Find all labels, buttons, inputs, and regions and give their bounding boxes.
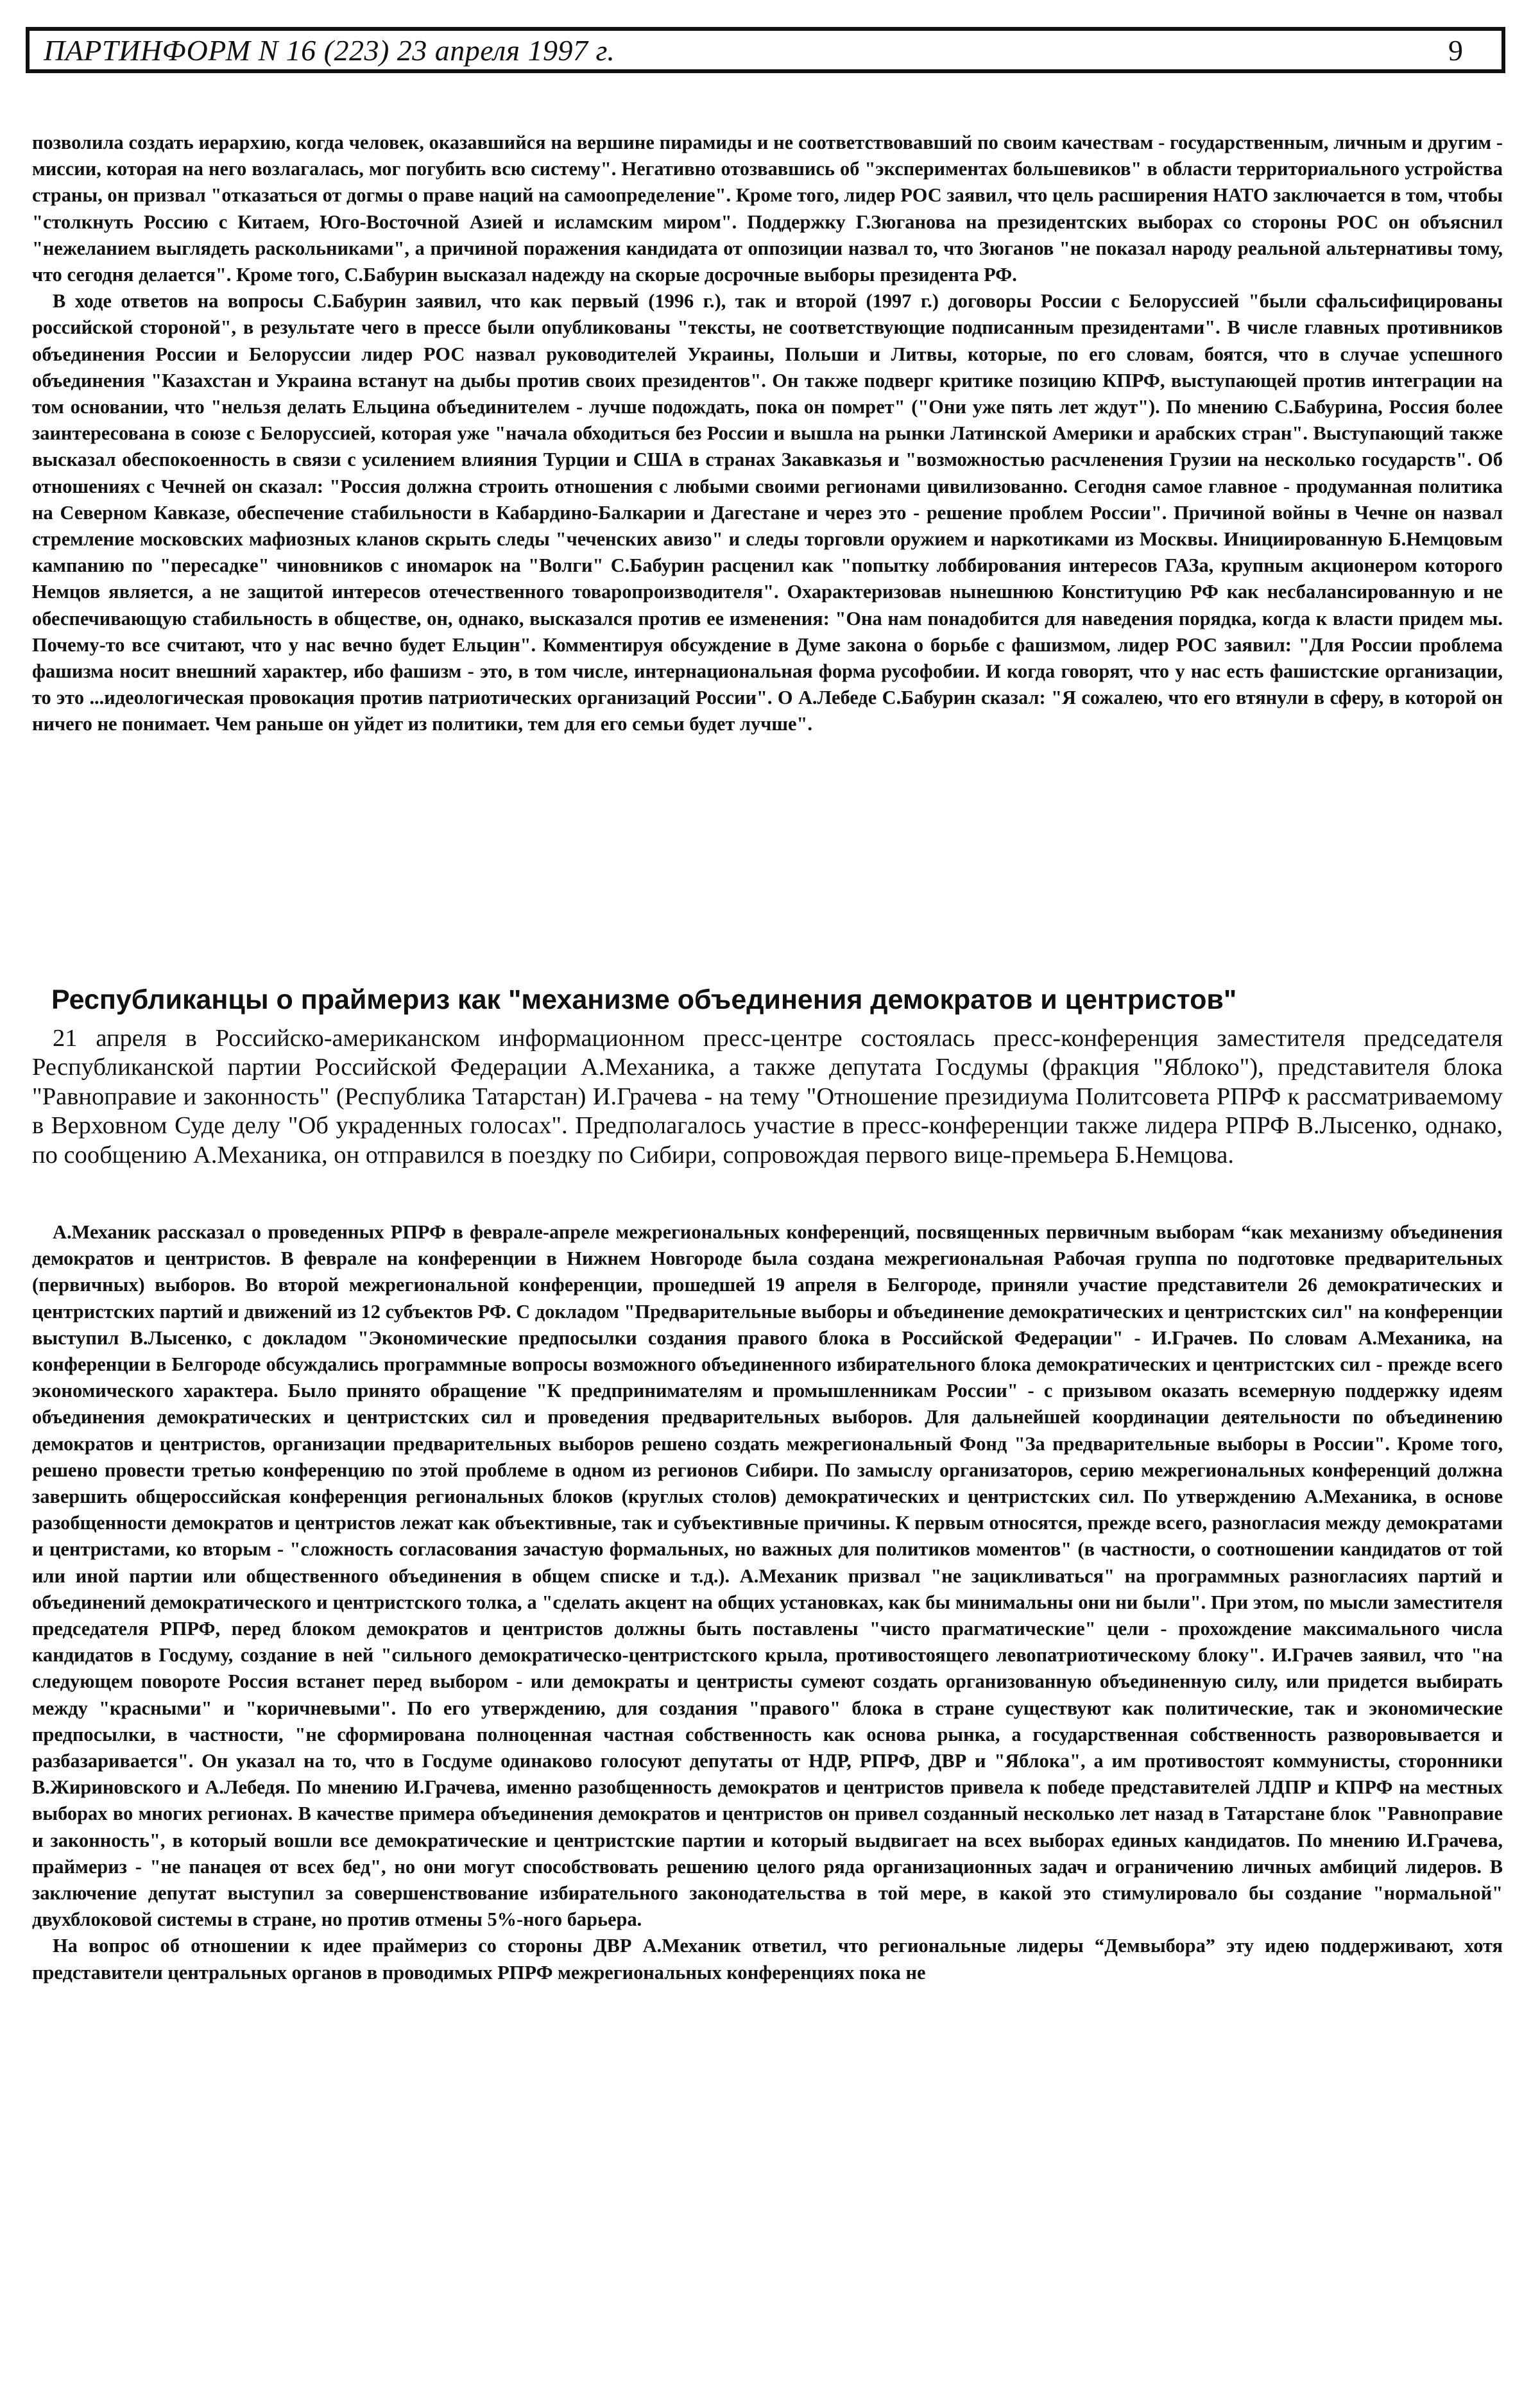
top-article [32, 130, 1503, 738]
page-header [26, 27, 1505, 73]
page-number: 9 [1448, 33, 1463, 67]
article-paragraph: В ходе ответов на вопросы С.Бабурин заявил, что как первый (1996 г.), так и второй (1997 г.) договоры России с Белоруссией "были сфальсифицированы российской стороной", в результате чего в прессе были опубликованы "тексты, не соответствующие подписанным президентами". В числе главных противников объединения России и Белоруссии лидер РОС назвал руководителей Украины, Польши и Литвы, которые, по его словам, боятся, что в случае успешного объединения "Казахстан и Украина встанут на дыбы против своих президентов". Он также подверг критике позицию КПРФ, выступающей против интеграции на том основании, что "нельзя делать Ельцина объединителем - лучше подождать, пока он помрет" ("Они уже пять лет ждут"). По мнению С.Бабурина, Россия более заинтересована в союзе с Белоруссией, которая уже "начала обходиться без России и вышла на рынки Латинской Америки и арабских стран". Выступающий также высказал обеспокоенность в связи с усилением влияния Турции и США в странах Закавказья и "возможностью расчленения Грузии на несколько государств". Об отношениях с Чечней он сказал: "Россия должна строить отношения с любыми своими регионами цивилизованно. Сегодня самое главное - продуманная политика на Северном Кавказе, обеспечение стабильности в Кабардино-Балкарии и Дагестане и через это - решение проблем России". Причиной войны в Чечне он назвал стремление московских мафиозных кланов скрыть следы "чеченских авизо" и следы торговли оружием и наркотиками из Москвы. Инициированную Б.Немцовым кампанию по "пересадке" чиновников с иномарок на "Волги" С.Бабурин расценил как "попытку лоббирования интересов ГАЗа, крупным акционером которого Немцов является, а не защитой интересов отечественного товаропроизводителя". Охарактеризовав нынешнюю Конституцию РФ как несбалансированную и не обеспечивающую стабильность в обществе, он, однако, высказался против ее изменения: "Она нам понадобится для наведения порядка, когда к власти придем мы. Почему-то все считают, что у нас вечно будет Ельцин". Комментируя обсуждение в Думе закона о борьбе с фашизмом, лидер РОС заявил: "Для России проблема фашизма носит внешний характер, ибо фашизм - это, в том числе, интернациональная форма русофобии. И когда говорят, что у нас есть фашистские организации, то это ...идеологическая провокация против патриотических организаций России". О А.Лебеде С.Бабурин сказал: "Я сожалею, что его втянули в сферу, в которой он ничего не понимает. Чем раньше он уйдет из политики, тем для его семьи будет лучше". [32, 290, 1503, 735]
article-paragraph: позволила создать иерархию, когда человек, оказавшийся на вершине пирамиды и не соответствовавший по своим качествам - государственным, личным и другим - миссии, которая на него возлагалась, мог погубить всю систему". Негативно отозвавшись об "экспериментах большевиков" в области территориального устройства страны, он призвал "отказаться от догмы о праве наций на самоопределение". Кроме того, лидер РОС заявил, что цель расширения НАТО заключается в том, чтобы "столкнуть Россию с Китаем, Юго-Восточной Азией и исламским миром". Поддержку Г.Зюганова на президентских выборах со стороны РОС он объяснил "нежеланием выглядеть раскольниками", а причиной поражения кандидата от оппозиции назвал то, что Зюганов "не показал народу реальной альтернативы тому, что сегодня делается". Кроме того, С.Бабурин высказал надежду на скорые досрочные выборы президента РФ. [32, 132, 1503, 286]
lead-paragraph: 21 апреля в Российско-американском информационном пресс-центре состоялась пресс-конференция заместителя председателя Республиканской партии Российской Федерации А.Механика, а также депутата Госдумы (фракция "Яблоко"), представителя блока "Равноправие и законность" (Республика Татарстан) И.Грачева - на тему "Отношение президиума Политсовета РПРФ к рассматриваемому в Верховном Суде делу "Об украденных голосах". Предполагалось участие в пресс-конференции также лидера РПРФ В.Лысенко, однако, по сообщению А.Механика, он отправился в поездку по Сибири, сопровождая первого вице-премьера Б.Немцова. [32, 1025, 1503, 1169]
section-body [32, 1219, 1503, 1986]
article-paragraph: На вопрос об отношении к идее праймериз со стороны ДВР А.Механик ответил, что региональные лидеры “Демвыбора” эту идею поддерживают, хотя представители центральных органов в проводимых РПРФ межрегиональных конференциях пока не [32, 1935, 1503, 1984]
article-paragraph: А.Механик рассказал о проведенных РПРФ в феврале-апреле межрегиональных конференций, посвященных первичным выборам “как механизму объединения демократов и центристов. В феврале на конференции в Нижнем Новгороде была создана межрегиональная Рабочая группа по подготовке предварительных (первичных) выборов. Во второй межрегиональной конференции, прошедшей 19 апреля в Белгороде, приняли участие представители 26 демократических и центристских партий и движений из 12 субъектов РФ. С докладом "Предварительные выборы и объединение демократических и центристских сил" на конференции выступил В.Лысенко, с докладом "Экономические предпосылки создания правого блока в Российской Федерации" - И.Грачев. По словам А.Механика, на конференции в Белгороде обсуждались программные вопросы возможного объединенного избирательного блока демократических и центристских сил - прежде всего экономического характера. Было принято обращение "К предпринимателям и промышленникам России" - с призывом оказать всемерную поддержку идеям объединения демократических и центристских сил и проведения предварительных выборов. Для дальнейшей координации деятельности по объединению демократов и центристов, организации предварительных выборов решено создать межрегиональный Фонд "За предварительные выборы в России". Кроме того, решено провести третью конференцию по этой проблеме в одном из регионов Сибири. По замыслу организаторов, серию межрегиональных конференций должна завершить общероссийская конференция региональных блоков (круглых столов) демократических и центристских сил. По утверждению А.Механика, в основе разобщенности демократов и центристов лежат как объективные, так и субъективные причины. К первым относятся, прежде всего, разногласия между демократами и центристами, ко вторым - "сложность согласования зачастую формальных, но важных для политиков моментов" (в частности, о соотношении кандидатов от той или иной партии или общественного объединения в общем списке и т.д.). А.Механик призвал "не зацикливаться" на программных разногласиях партий и объединений демократического и центристского толка, а "сделать акцент на общих установках, как бы минимальны они ни были". При этом, по мысли заместителя председателя РПРФ, перед блоком демократов и центристов должны быть поставлены "чисто прагматические" цели - прохождение максимального числа кандидатов в Госдуму, создание в ней "сильного демократическо-центристского крыла, противостоящего левопатриотическому блоку". И.Грачев заявил, что "на следующем повороте Россия встанет перед выбором - или демократы и центристы сумеют создать организованную объединенную силу, или придется выбирать между "красными" и "коричневыми". По его утверждению, для создания "правого" блока в стране существуют как политические, так и экономические предпосылки, в частности, "не сформирована полноценная частная собственность как основа рынка, а государственная собственность разворовывается и разбазаривается". Он указал на то, что в Госдуме одинаково голосуют депутаты от НДР, РПРФ, ДВР и "Яблока", а им противостоят коммунисты, сторонники В.Жириновского и А.Лебедя. По мнению И.Грачева, именно разобщенность демократов и центристов привела к победе представителей ЛДПР и КПРФ на местных выборах во многих регионах. В качестве примера объединения демократов и центристов он привел созданный несколько лет назад в Татарстане блок "Равноправие и законность", в который вошли все демократические и центристские партии и который выдвигает на всех выборах единых кандидатов. По мнению И.Грачева, праймериз - "не панацея от всех бед", но они могут способствовать решению целого ряда организационных задач и ограничению личных амбиций лидеров. В заключение депутат выступил за совершенствование избирательного законодательства в той мере, в какой это стимулировало бы создание "нормальной" двухблоковой системы в стране, но против отмены 5%-ного барьера. [32, 1221, 1503, 1931]
section-lead [32, 1024, 1503, 1170]
publication-title: ПАРТИНФОРМ N 16 (223) 23 апреля 1997 г. [44, 33, 615, 67]
section-heading: Республиканцы о праймериз как "механизме объединения демократов и центристов" [51, 984, 1237, 1015]
